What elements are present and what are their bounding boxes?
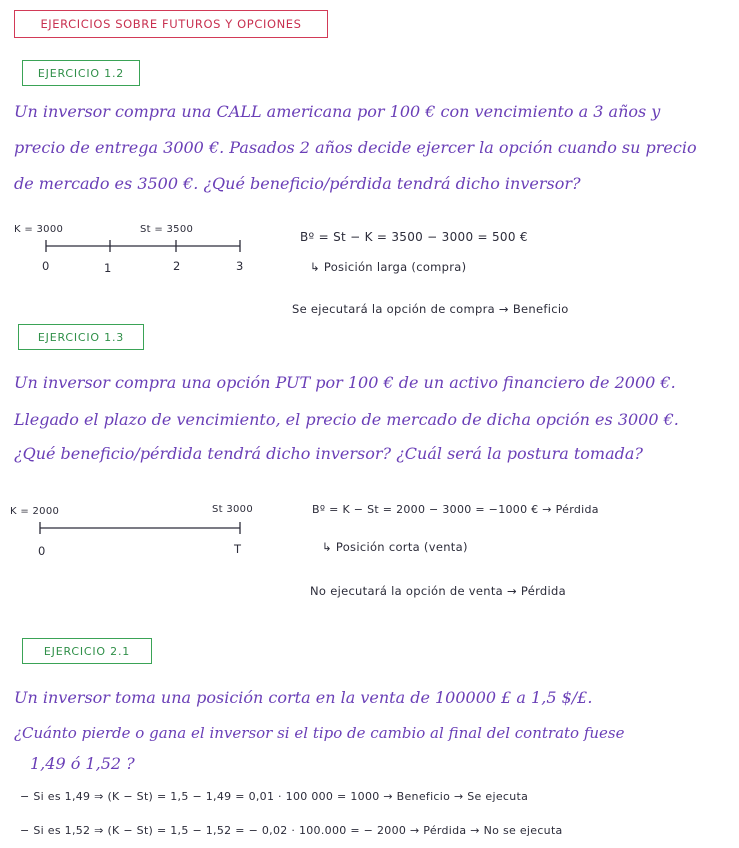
exercise-1-2-statement-line: precio de entrega 3000 €. Pasados 2 años decide ejercer la opción cuando su precio [14,138,697,157]
strike-price-label: K = 2000 [10,506,60,517]
exercise-1-2-statement-line: Un inversor compra una CALL americana por 100 € con vencimiento a 3 años y [14,102,661,121]
conclusion-note: No ejecutará la opción de venta → Pérdida [310,584,566,598]
exercise-1-2-label: EJERCICIO 1.2 [22,60,140,86]
spot-price-label: St = 3500 [140,224,194,235]
timeline-tick-label: 2 [173,259,181,273]
exercise-1-3-statement-line: Llegado el plazo de vencimiento, el precio de mercado de dicha opción es 3000 €. [14,410,679,429]
profit-formula: Bº = K − St = 2000 − 3000 = −1000 € → Pérdida [312,503,599,516]
scenario-line: − Si es 1,52 ⇒ (K − St) = 1,5 − 1,52 = − 0,02 · 100.000 = − 2000 → Pérdida → No se ejecuta [20,824,563,837]
strike-price-label: K = 3000 [14,224,64,235]
exercise-2-1-label: EJERCICIO 2.1 [22,638,152,664]
exercise-2-1-statement-line: 1,49 ó 1,52 ? [30,754,135,773]
conclusion-note: Se ejecutará la opción de compra → Beneficio [292,302,569,316]
position-note: ↳ Posición corta (venta) [322,540,468,554]
spot-price-label: St 3000 [212,504,253,515]
position-note: ↳ Posición larga (compra) [310,260,467,274]
timeline-ex13 [34,518,248,538]
timeline-tick-label: 0 [42,259,50,273]
timeline-ex12 [40,236,250,256]
profit-formula: Bº = St − K = 3500 − 3000 = 500 € [300,230,528,244]
exercise-2-1-statement-line: Un inversor toma una posición corta en la venta de 100000 £ a 1,5 $/£. [14,688,593,707]
exercise-1-3-label: EJERCICIO 1.3 [18,324,144,350]
timeline-tick-label: 0 [38,544,46,558]
exercise-1-2-statement-line: de mercado es 3500 €. ¿Qué beneficio/pérdida tendrá dicho inversor? [14,174,581,193]
exercise-2-1-statement-line: ¿Cuánto pierde o gana el inversor si el tipo de cambio al final del contrato fuese [14,724,625,742]
document-title: EJERCICIOS SOBRE FUTUROS Y OPCIONES [14,10,328,38]
scenario-line: − Si es 1,49 ⇒ (K − St) = 1,5 − 1,49 = 0,01 · 100 000 = 1000 → Beneficio → Se ejecuta [20,790,529,803]
timeline-tick-label: T [234,542,242,556]
exercise-1-3-statement-line: ¿Qué beneficio/pérdida tendrá dicho inversor? ¿Cuál será la postura tomada? [14,444,643,463]
timeline-tick-label: 1 [104,261,112,275]
timeline-tick-label: 3 [236,259,244,273]
exercise-1-3-statement-line: Un inversor compra una opción PUT por 100 € de un activo financiero de 2000 €. [14,373,676,392]
